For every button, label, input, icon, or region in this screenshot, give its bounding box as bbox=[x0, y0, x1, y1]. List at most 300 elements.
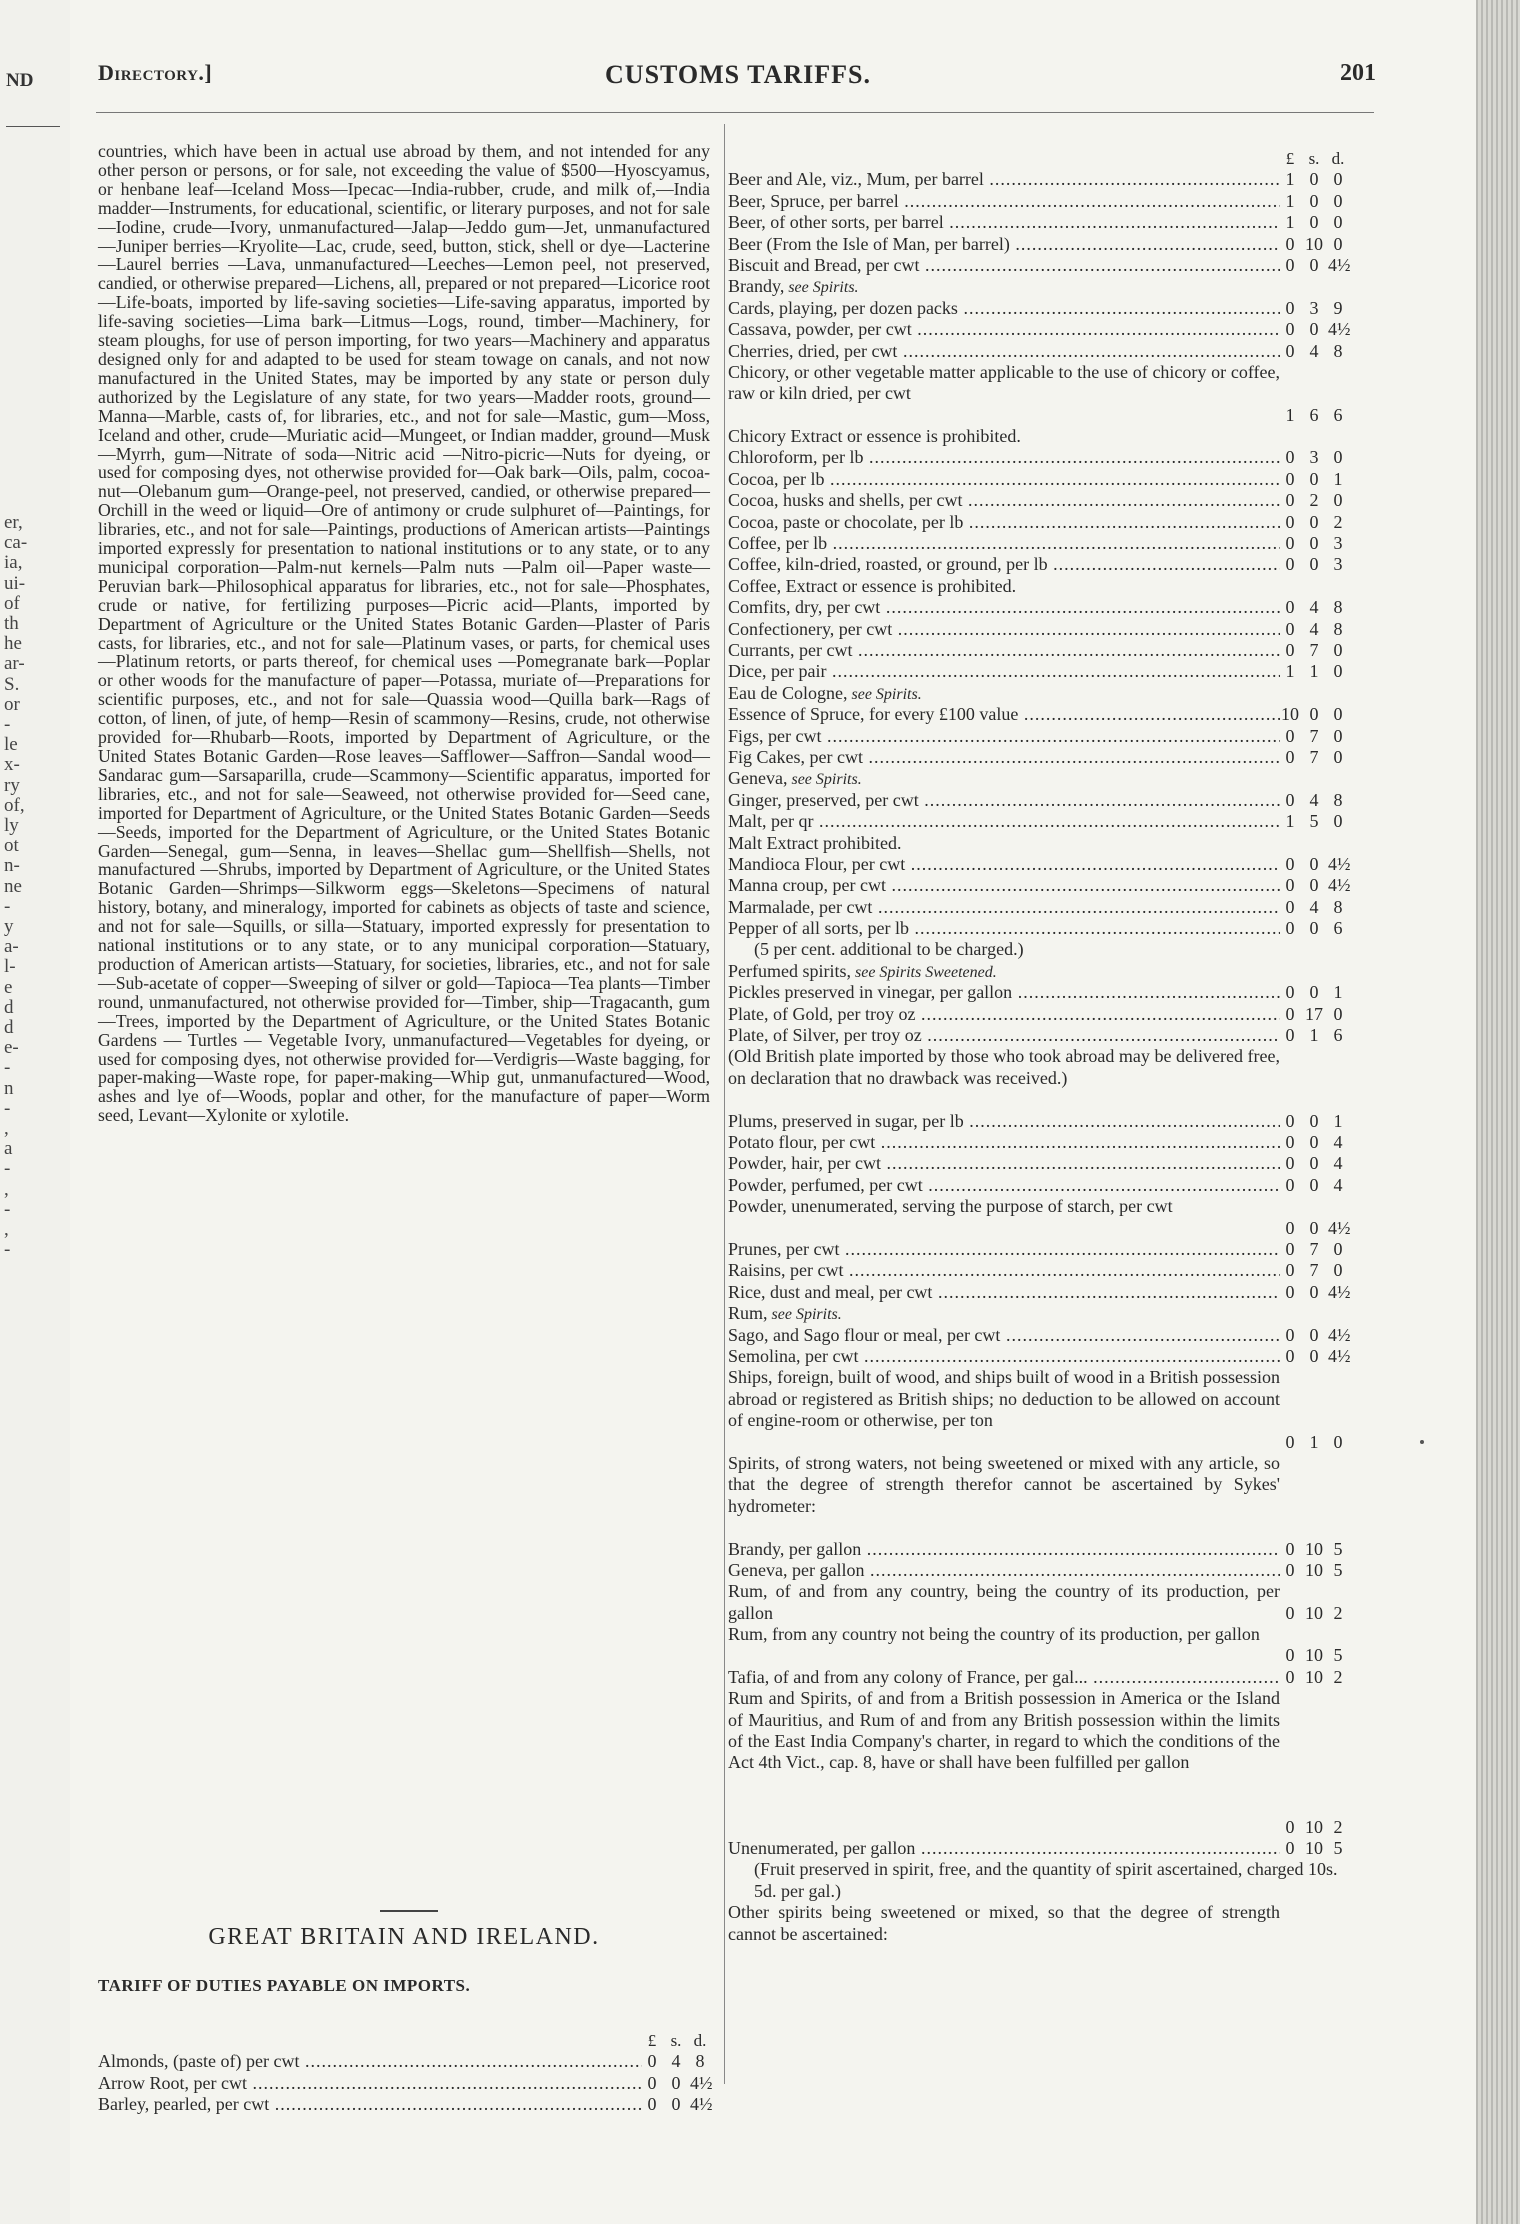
tariff-item-label: Rum, from any country not being the country of its production, per gallon bbox=[728, 1624, 1260, 1645]
duty-blank bbox=[1280, 276, 1348, 297]
tariff-item-label: Figs, per cwt bbox=[728, 725, 822, 746]
tariff-item bbox=[728, 554, 1280, 575]
tariff-item-label: Beer and Ale, viz., Mum, per barrel bbox=[728, 169, 984, 190]
duty-l: 10 bbox=[1281, 704, 1299, 725]
tariff-row bbox=[728, 961, 1348, 982]
tariff-item-label: Ships, foreign, built of wood, and ships built of wood in a British possession abroad or registered as British ships; no deduction to be allowed on account of engine-room or otherwise, per ton bbox=[728, 1367, 1280, 1431]
duty-l: 0 bbox=[1285, 982, 1295, 1003]
duty-d: 0 bbox=[1333, 490, 1343, 511]
duty-l: 0 bbox=[1285, 1816, 1295, 1837]
tariff-item bbox=[98, 2094, 642, 2115]
tariff-item bbox=[728, 1581, 1280, 1624]
tariff-row bbox=[728, 661, 1348, 682]
tariff-item-label: Unenumerated, per gallon bbox=[728, 1838, 916, 1859]
tariff-item bbox=[728, 704, 1280, 725]
tariff-item-label: Rum and Spirits, of and from a British possession in America or the Island of Mauritius, and Rum of and from any British possession within the limits of the East India Company's charter, in regard to which the conditions of the Act 4th Vict., cap. 8, have or shall have been fulfilled per gallon bbox=[728, 1688, 1280, 1773]
duty-d: 8 bbox=[1333, 618, 1343, 639]
duty-d: 5 bbox=[1333, 1838, 1343, 1859]
header-d: d. bbox=[693, 2031, 707, 2050]
tariff-row bbox=[728, 1624, 1348, 1667]
duty-s: 5 bbox=[1309, 811, 1319, 832]
duty-l: 0 bbox=[1285, 1666, 1295, 1687]
tariff-item bbox=[728, 1111, 1280, 1132]
duty-s: 3 bbox=[1309, 297, 1319, 318]
facing-page-fragment: a bbox=[4, 1138, 13, 1160]
tariff-row bbox=[728, 982, 1348, 1003]
tariff-item bbox=[728, 1688, 1280, 1838]
duty-s: 4 bbox=[671, 2051, 681, 2072]
tariff-row bbox=[728, 683, 1348, 704]
tariff-item-label: Coffee, Extract or essence is prohibited. bbox=[728, 575, 1017, 596]
tariff-item bbox=[728, 1175, 1280, 1196]
duty-blank bbox=[1280, 576, 1348, 597]
tariff-row bbox=[728, 1111, 1348, 1132]
tariff-item bbox=[728, 1902, 1280, 1945]
tariff-item-label: Cocoa, paste or chocolate, per lb bbox=[728, 511, 964, 532]
tariff-row bbox=[728, 212, 1348, 233]
tariff-row bbox=[728, 576, 1348, 597]
tariff-item-label: Essence of Spruce, for every £100 value bbox=[728, 704, 1019, 725]
duty-s: 0 bbox=[1309, 1324, 1319, 1345]
tariff-row bbox=[728, 319, 1351, 340]
duty-l: 0 bbox=[1285, 490, 1295, 511]
tariff-item bbox=[728, 341, 1280, 362]
tariff-item bbox=[728, 790, 1280, 811]
duty-l: 1 bbox=[1285, 212, 1295, 233]
tariff-item-label: Rum, of and from any country, being the country of its production, per gallon bbox=[728, 1581, 1280, 1623]
tariff-item-label: Manna croup, per cwt bbox=[728, 875, 886, 896]
left-tariff-table bbox=[98, 2030, 713, 2116]
tariff-item-label: Chloroform, per lb bbox=[728, 447, 864, 468]
tariff-row bbox=[98, 2094, 713, 2115]
duty-s: 10 bbox=[1305, 1645, 1323, 1666]
duty-s: 0 bbox=[1309, 1345, 1319, 1366]
tariff-item bbox=[728, 833, 1280, 854]
facing-page-fragment: - bbox=[4, 1057, 11, 1079]
duty-s: 0 bbox=[1309, 212, 1319, 233]
tariff-item: (Fruit preserved in spirit, free, and the quantity of spirit ascertained, charged 10s. 5d. per gal.) bbox=[754, 1859, 1338, 1901]
tariff-item-label: Arrow Root, per cwt bbox=[98, 2072, 247, 2093]
header-rule bbox=[96, 112, 1374, 113]
tariff-item bbox=[728, 276, 1280, 297]
duty-d: 4½ bbox=[690, 2094, 713, 2115]
tariff-item bbox=[98, 2051, 642, 2072]
tariff-item bbox=[728, 1346, 1280, 1367]
duty-l: 0 bbox=[1285, 1110, 1295, 1131]
tariff-item-label: Currants, per cwt bbox=[728, 640, 853, 660]
duty-d: 6 bbox=[1333, 1025, 1343, 1046]
tariff-item bbox=[728, 512, 1280, 533]
tariff-row bbox=[728, 918, 1348, 939]
tariff-item-label: Brandy, per gallon bbox=[728, 1538, 862, 1559]
tariff-row bbox=[728, 704, 1348, 725]
header-s: s. bbox=[1308, 149, 1320, 168]
tariff-item bbox=[728, 490, 1280, 511]
duty-d: 1 bbox=[1333, 1110, 1343, 1131]
duty-l: 0 bbox=[1285, 1281, 1295, 1302]
duty-s: 3 bbox=[1309, 447, 1319, 468]
tariff-item bbox=[728, 298, 1280, 319]
tariff-item-label: Mandioca Flour, per cwt bbox=[728, 853, 906, 874]
duty-d: 3 bbox=[1333, 554, 1343, 575]
duty-l: 1 bbox=[1285, 404, 1295, 425]
tariff-row bbox=[728, 341, 1348, 362]
duty-s: 17 bbox=[1305, 1003, 1323, 1024]
duty-d: 5 bbox=[1333, 1645, 1343, 1666]
section-title: GREAT BRITAIN AND IRELAND. bbox=[208, 1924, 600, 1950]
duty-s: 0 bbox=[1309, 254, 1319, 275]
tariff-item bbox=[728, 1239, 1280, 1260]
tariff-item-label: Confectionery, per cwt bbox=[728, 618, 893, 639]
duty-s: 7 bbox=[1309, 725, 1319, 746]
tariff-item bbox=[728, 1303, 1280, 1324]
duty-d: 8 bbox=[1333, 789, 1343, 810]
facing-page-fragment: ry bbox=[4, 774, 20, 796]
facing-page-fragment: of bbox=[4, 592, 20, 614]
duty-d: 0 bbox=[1333, 661, 1343, 682]
tariff-row bbox=[728, 276, 1348, 297]
duty-s: 0 bbox=[1309, 319, 1319, 340]
facing-page-fragment: S. bbox=[4, 673, 20, 695]
duty-d: 1 bbox=[1333, 468, 1343, 489]
facing-page-fragment: l- bbox=[4, 956, 16, 978]
tariff-item-label: Other spirits being sweetened or mixed, so that the degree of strength cannot be ascertained: bbox=[728, 1902, 1280, 1944]
duty-s: 0 bbox=[1309, 1217, 1319, 1238]
tariff-item bbox=[728, 1025, 1280, 1046]
duty-d: 4½ bbox=[1328, 1324, 1351, 1345]
facing-page-fragment: , bbox=[4, 1178, 9, 1200]
tariff-item bbox=[728, 234, 1280, 255]
header-d: d. bbox=[1331, 149, 1345, 168]
header-s: s. bbox=[670, 2031, 682, 2050]
tariff-item-label: Perfumed spirits, bbox=[728, 960, 851, 981]
tariff-item bbox=[728, 255, 1280, 276]
tariff-row bbox=[728, 1175, 1348, 1196]
tariff-item-label: Malt Extract prohibited. bbox=[728, 832, 902, 853]
duty-l: 0 bbox=[1285, 511, 1295, 532]
tariff-row bbox=[728, 1239, 1348, 1260]
tariff-item-label: Almonds, (paste of) per cwt bbox=[98, 2051, 300, 2072]
tariff-item-label: Cocoa, per lb bbox=[728, 468, 825, 489]
tariff-item-label: Cocoa, husks and shells, per cwt bbox=[728, 490, 963, 511]
page-title: CUSTOMS TARIFFS. bbox=[605, 60, 871, 89]
running-head-left: Directory.] bbox=[98, 60, 213, 85]
tariff-item bbox=[728, 469, 1280, 490]
tariff-item bbox=[728, 961, 1280, 982]
duty-s: 0 bbox=[1309, 468, 1319, 489]
tariff-item-label: Cherries, dried, per cwt bbox=[728, 340, 898, 361]
duty-l: 0 bbox=[1285, 853, 1295, 874]
facing-page-fragment: ly bbox=[4, 815, 19, 836]
duty-d: 2 bbox=[1333, 1666, 1343, 1687]
facing-page-fragment: th bbox=[4, 613, 19, 634]
tariff-row bbox=[728, 833, 1348, 854]
tariff-item bbox=[728, 1560, 1280, 1581]
tariff-item bbox=[728, 768, 1280, 789]
tariff-item bbox=[728, 533, 1280, 554]
duty-d: 2 bbox=[1333, 511, 1343, 532]
duty-l: 0 bbox=[1285, 1025, 1295, 1046]
duty-d: 0 bbox=[1333, 1431, 1343, 1452]
duty-l: 0 bbox=[1285, 319, 1295, 340]
tariff-item-label: Beer, Spruce, per barrel bbox=[728, 190, 899, 211]
duty-d: 0 bbox=[1333, 1238, 1343, 1259]
tariff-item-label: Prunes, per cwt bbox=[728, 1238, 840, 1259]
tariff-row bbox=[728, 1132, 1348, 1153]
duty-s: 10 bbox=[1305, 1602, 1323, 1623]
tariff-item-label: Spirits, of strong waters, not being sweetened or mixed with any article, so that the degree of strength therefor cannot be ascertained by Sykes' hydrometer: bbox=[728, 1452, 1280, 1516]
duty-s: 6 bbox=[1309, 404, 1319, 425]
facing-page-fragment: d bbox=[4, 996, 14, 1018]
duty-l: 0 bbox=[1285, 447, 1295, 468]
tariff-row bbox=[728, 533, 1348, 554]
duty-d: 0 bbox=[1333, 447, 1343, 468]
tariff-item bbox=[728, 1004, 1280, 1025]
tariff-row bbox=[728, 1260, 1348, 1281]
facing-page-fragment: - bbox=[4, 1158, 11, 1180]
facing-page-fragment: - bbox=[4, 1239, 11, 1261]
duty-d: 4½ bbox=[1328, 1345, 1351, 1366]
duty-d: 6 bbox=[1333, 404, 1343, 425]
facing-page-fragment: of, bbox=[4, 794, 25, 816]
see-reference: see Spirits. bbox=[784, 279, 859, 297]
duty-s: 0 bbox=[1309, 554, 1319, 575]
tariff-row bbox=[728, 1688, 1348, 1838]
column-divider bbox=[724, 124, 725, 2084]
tariff-row bbox=[728, 1025, 1348, 1046]
duty-l: 0 bbox=[1285, 746, 1295, 767]
tariff-item-label: Marmalade, per cwt bbox=[728, 896, 873, 917]
facing-page-fragment: le bbox=[4, 734, 18, 756]
tariff-row bbox=[728, 1539, 1348, 1560]
tariff-item-label: Powder, hair, per cwt bbox=[728, 1153, 882, 1174]
duty-blank bbox=[1280, 768, 1348, 789]
header-spacer bbox=[98, 2030, 642, 2051]
duty-l: 0 bbox=[1285, 554, 1295, 575]
tariff-row bbox=[728, 1004, 1348, 1025]
tariff-item bbox=[728, 597, 1280, 618]
duty-s: 0 bbox=[1309, 1132, 1319, 1152]
duty-s: 0 bbox=[1309, 533, 1319, 554]
tariff-item-label: Chicory Extract or essence is prohibited. bbox=[728, 426, 1021, 447]
duty-s: 0 bbox=[1309, 169, 1319, 190]
duty-l: 0 bbox=[647, 2094, 657, 2115]
section-subtitle: TARIFF OF DUTIES PAYABLE ON IMPORTS. bbox=[98, 1976, 471, 1995]
facing-page-header: ND bbox=[6, 70, 34, 91]
tariff-item-label: Semolina, per cwt bbox=[728, 1345, 859, 1366]
facing-page-fragment: d bbox=[4, 1017, 14, 1038]
facing-page-fragment: e- bbox=[4, 1037, 19, 1059]
duty-d: 8 bbox=[695, 2051, 705, 2072]
tariff-item-label: Barley, pearled, per cwt bbox=[98, 2094, 270, 2115]
duty-s: 4 bbox=[1309, 789, 1319, 810]
tariff-item bbox=[728, 212, 1280, 233]
tariff-item-label: Comfits, dry, per cwt bbox=[728, 597, 881, 618]
duty-l: 0 bbox=[1285, 1217, 1295, 1238]
duty-d: 5 bbox=[1333, 1559, 1343, 1580]
facing-page-fragment: a- bbox=[4, 936, 19, 958]
facing-page-fragment: - bbox=[4, 714, 11, 735]
duty-s: 7 bbox=[1309, 746, 1319, 767]
tariff-item bbox=[728, 1196, 1280, 1239]
tariff-row bbox=[728, 234, 1348, 255]
tariff-column-headers bbox=[728, 148, 1348, 169]
tariff-item-label: Eau de Cologne, bbox=[728, 682, 848, 703]
tariff-item-label: Potato flour, per cwt bbox=[728, 1132, 876, 1152]
tariff-item bbox=[728, 661, 1280, 682]
tariff-item-label: Plate, of Gold, per troy oz bbox=[728, 1003, 916, 1024]
duty-s: 2 bbox=[1309, 490, 1319, 511]
tariff-row bbox=[728, 298, 1348, 319]
tariff-item-label: Pickles preserved in vinegar, per gallon bbox=[728, 982, 1013, 1003]
tariff-item-label: Plums, preserved in sugar, per lb bbox=[728, 1110, 964, 1131]
tariff-item bbox=[728, 169, 1280, 190]
duty-l: 0 bbox=[1285, 640, 1295, 660]
facing-page-fragment: ot bbox=[4, 835, 19, 857]
duty-d: 3 bbox=[1333, 533, 1343, 554]
duty-d: 0 bbox=[1333, 746, 1343, 767]
right-tariff-table bbox=[728, 148, 1351, 1945]
tariff-row bbox=[728, 1581, 1348, 1624]
duty-d: 0 bbox=[1333, 811, 1343, 832]
tariff-row bbox=[728, 1902, 1348, 1945]
duty-d: 8 bbox=[1333, 896, 1343, 917]
duty-l: 0 bbox=[1285, 468, 1295, 489]
duty-s: 10 bbox=[1305, 1538, 1323, 1559]
tariff-row bbox=[728, 362, 1348, 426]
duty-l: 0 bbox=[1285, 1602, 1295, 1623]
duty-s: 0 bbox=[671, 2072, 681, 2093]
page-number: 201 bbox=[1340, 60, 1376, 86]
duty-s: 0 bbox=[1309, 190, 1319, 211]
duty-d: 0 bbox=[1333, 169, 1343, 190]
duty-s: 4 bbox=[1309, 896, 1319, 917]
duty-d: 4 bbox=[1333, 1174, 1343, 1195]
facing-page-fragment: - bbox=[4, 895, 11, 917]
duty-d: 0 bbox=[1333, 640, 1343, 660]
duty-l: 0 bbox=[1285, 533, 1295, 554]
tariff-row bbox=[728, 1859, 1348, 1902]
duty-l: 0 bbox=[1285, 918, 1295, 939]
tariff-row bbox=[728, 1324, 1351, 1346]
duty-s: 1 bbox=[1309, 1025, 1319, 1046]
tariff-row bbox=[728, 1367, 1348, 1453]
duty-d: 4½ bbox=[1328, 875, 1351, 896]
duty-d: 4½ bbox=[690, 2072, 713, 2093]
tariff-row bbox=[728, 169, 1348, 190]
see-reference: see Spirits. bbox=[767, 1306, 842, 1324]
duty-s: 4 bbox=[1309, 618, 1319, 639]
facing-page-edge bbox=[0, 0, 70, 2224]
duty-d: 0 bbox=[1333, 212, 1343, 233]
tariff-row bbox=[728, 191, 1348, 212]
tariff-row bbox=[728, 1303, 1348, 1324]
tariff-item bbox=[728, 918, 1280, 939]
tariff-row bbox=[728, 426, 1348, 447]
tariff-row bbox=[728, 597, 1348, 618]
tariff-item: (5 per cent. additional to be charged.) bbox=[754, 939, 1024, 960]
duty-l: 0 bbox=[1285, 1003, 1295, 1024]
tariff-item-label: Coffee, kiln-dried, roasted, or ground, per lb bbox=[728, 554, 1048, 575]
duty-l: 0 bbox=[1285, 618, 1295, 639]
duty-l: 0 bbox=[1285, 1153, 1295, 1174]
duty-l: 0 bbox=[1285, 254, 1295, 275]
page-speck bbox=[1420, 1440, 1424, 1444]
duty-l: 0 bbox=[647, 2051, 657, 2072]
duty-l: 0 bbox=[1285, 896, 1295, 917]
tariff-item-label: Beer, of other sorts, per barrel bbox=[728, 212, 944, 233]
tariff-item-label: Raisins, per cwt bbox=[728, 1260, 844, 1281]
duty-d: 4½ bbox=[1328, 254, 1351, 275]
tariff-item bbox=[728, 1260, 1280, 1281]
duty-l: 0 bbox=[1285, 1238, 1295, 1259]
tariff-row bbox=[728, 640, 1348, 661]
duty-s: 0 bbox=[1309, 704, 1319, 725]
facing-page-fragment: n bbox=[4, 1077, 14, 1099]
tariff-row bbox=[728, 1046, 1348, 1110]
tariff-row bbox=[728, 875, 1351, 896]
tariff-item bbox=[728, 1153, 1280, 1174]
tariff-item-label: Geneva, bbox=[728, 768, 788, 789]
duty-l: 0 bbox=[1285, 233, 1295, 254]
duty-d: 0 bbox=[1333, 1260, 1343, 1281]
tariff-item bbox=[728, 1046, 1280, 1110]
section-rule bbox=[380, 1910, 438, 1912]
duty-s: 0 bbox=[1309, 853, 1319, 874]
tariff-item bbox=[728, 426, 1280, 447]
tariff-row bbox=[728, 619, 1348, 640]
header-l: £ bbox=[1285, 149, 1295, 168]
tariff-item-label: Brandy, bbox=[728, 276, 785, 297]
duty-l: 0 bbox=[1285, 297, 1295, 318]
duty-s: 10 bbox=[1305, 1666, 1323, 1687]
tariff-row bbox=[728, 447, 1348, 468]
exemption-list-paragraph: countries, which have been in actual use abroad by them, and not intended for any other person or persons, or for sale, not exceeding the value of $500—Hyoscyamus, or henbane leaf—Iceland Moss—Ipecac—India-rubber, crude, and milk of,—India madder—Instruments, for educational, scientific, or literary purposes, and not for sale—Iodine, crude—Ivory, unmanufactured—Jalap—Jeddo gum—Jet, unmanufactured—Juniper berries—Kryolite—Lac, crude, seed, button, stick, shell or dye—Lacterine—Laurel berries —Lava, unmanufactured—Leeches—Lemon peel, not preserved, candied, or otherwise prepared—Lichens, all, prepared or not prepared—Licorice root—Life-boats, imported by life-saving societies—Life-saving apparatus, imported by life-saving societies—Lima bark—Litmus—Logs, round, timber—Machinery, for steam ploughs, for use of person importing, for two years—Machinery and apparatus designed only for and adapted to be used for steam towage on canals, and not now manufactured in the United States, may be imported by any state or person duly authorized by the Legislature of any state, for two years—Madder roots, ground—Manna—Marble, casts of, for libraries, etc., and not for sale—Mastic, gum—Moss, Iceland and other, crude—Muriatic acid—Mungeet, or Indian madder, ground—Musk—Myrrh, gum—Nitrate of soda—Nitric acid —Nitro-picric—Nuts for dyeing, or used for composing dyes, not otherwise provided for—Oak bark—Oils, palm, cocoa-nut—Olebanum gum—Orange-peel, not preserved, candied, or otherwise prepared—Orchill in the weed or liquid—Ore of antimony or crude sulphuret of—Paintings, for libraries, etc., and not for sale—Paintings, productions of American artists—Paintings imported expressly for presentation to national institutions or to any state, or to any municipal corporation—Palm-nut kernels—Palm nuts —Palm oil—Paper waste—Peruvian bark—Philosophical apparatus for libraries, etc., not for sale—Phosphates, crude or native, for fertilizing purposes—Picric acid—Plants, imported by Department of Agriculture or the United States Botanic Garden—Plaster of Paris casts, for libraries, etc., and not for sale—Platinum vases, or parts, for chemical uses—Platinum retorts, or parts thereof, for chemical uses —Pomegranate bark—Poplar or other woods for the manufacture of paper—Potassa, muriate of—Preparations for scientific purposes, etc., and not for sale—Quassia wood—Quilla bark—Rags of cotton, of linen, of jute, of hemp—Resin of scammony—Resins, crude, not otherwise provided for—Rhubarb—Roots, imported by Department of Agriculture, or the United States Botanic Garden—Rose leaves—Safflower—Saffron—Sandal wood—Sandarac gum—Sarsaparilla, crude—Scammony—Scientific apparatus, imported for libraries, etc., and not for sale—Seaweed, not otherwise provided for—Seed cane, imported for Department of Agriculture, or the United States Botanic Garden—Seeds—Seeds, imported for the Department of Agriculture, or the United States Botanic Garden—Senegal, gum—Senna, in leaves—Shellac gum—Shellfish—Shells, not manufactured —Shrubs, imported by Department of Agriculture, or the United States Botanic Garden—Shrimps—Silkworm eggs—Skeletons—Specimens of natural history, botany, and mineralogy, imported for cabinets as objects of taste and science, and not for sale—Squills, or silla—Statuary, imported expressly for presentation to national institutions or to any state, or to any municipal corporation—Statuary, production of American artists—Statuary, for societies, libraries, etc., and not for sale—Sub-acetate of copper—Sweeping of silver or gold—Tapioca—Tea plants—Timber round, unmanufactured, not otherwise provided for—Timber, ship—Tragacanth, gum—Trees, imported by the Department of Agriculture, or the United States Botanic Gardens — Turtles — Vegetable Ivory, unmanufactured—Vegetables for dyeing, or used for composing dyes, not otherwise provided for—Verdigris—Waste bagging, for paper-making—Waste rope, for paper-making—Whip gut, unmanufactured—Wood, ashes and lye of—Woods, poplar and other, for the manufacture of paper—Worm seed, Levant—Xylonite or xylotile. bbox=[98, 141, 710, 1126]
tariff-item bbox=[728, 1539, 1280, 1560]
tariff-item bbox=[728, 1282, 1280, 1303]
tariff-item bbox=[98, 2073, 642, 2094]
tariff-item-label: Sago, and Sago flour or meal, per cwt bbox=[728, 1324, 1001, 1345]
tariff-row bbox=[728, 254, 1351, 276]
duty-l: 0 bbox=[1285, 1559, 1295, 1580]
see-reference: see Spirits. bbox=[847, 685, 922, 703]
tariff-row bbox=[98, 2072, 713, 2094]
facing-page-fragment: - bbox=[4, 1097, 11, 1119]
tariff-row bbox=[728, 726, 1348, 747]
tariff-item bbox=[728, 447, 1280, 468]
see-reference: see Spirits Sweetened. bbox=[851, 963, 997, 981]
tariff-row bbox=[728, 1196, 1351, 1239]
page-stack-edge bbox=[1476, 0, 1520, 2224]
tariff-row bbox=[728, 853, 1351, 875]
duty-l: 1 bbox=[1285, 661, 1295, 682]
facing-page-fragment: - bbox=[4, 1198, 11, 1220]
duty-l: 0 bbox=[1285, 875, 1295, 896]
duty-d: 4 bbox=[1333, 1153, 1343, 1174]
tariff-item-label: Powder, unenumerated, serving the purpose of starch, per cwt bbox=[728, 1196, 1173, 1217]
tariff-item bbox=[728, 1453, 1280, 1539]
tariff-item-label: Powder, perfumed, per cwt bbox=[728, 1174, 923, 1195]
duty-blank bbox=[1280, 1303, 1348, 1324]
duty-d: 4½ bbox=[1328, 853, 1351, 874]
tariff-item-label: Biscuit and Bread, per cwt bbox=[728, 254, 920, 275]
tariff-item-label: Ginger, preserved, per cwt bbox=[728, 789, 919, 810]
duty-blank bbox=[1280, 961, 1348, 982]
duty-d: 4½ bbox=[1328, 1217, 1351, 1238]
duty-s: 7 bbox=[1309, 1260, 1319, 1281]
tariff-item bbox=[728, 683, 1280, 704]
tariff-item-label: Coffee, per lb bbox=[728, 533, 828, 554]
